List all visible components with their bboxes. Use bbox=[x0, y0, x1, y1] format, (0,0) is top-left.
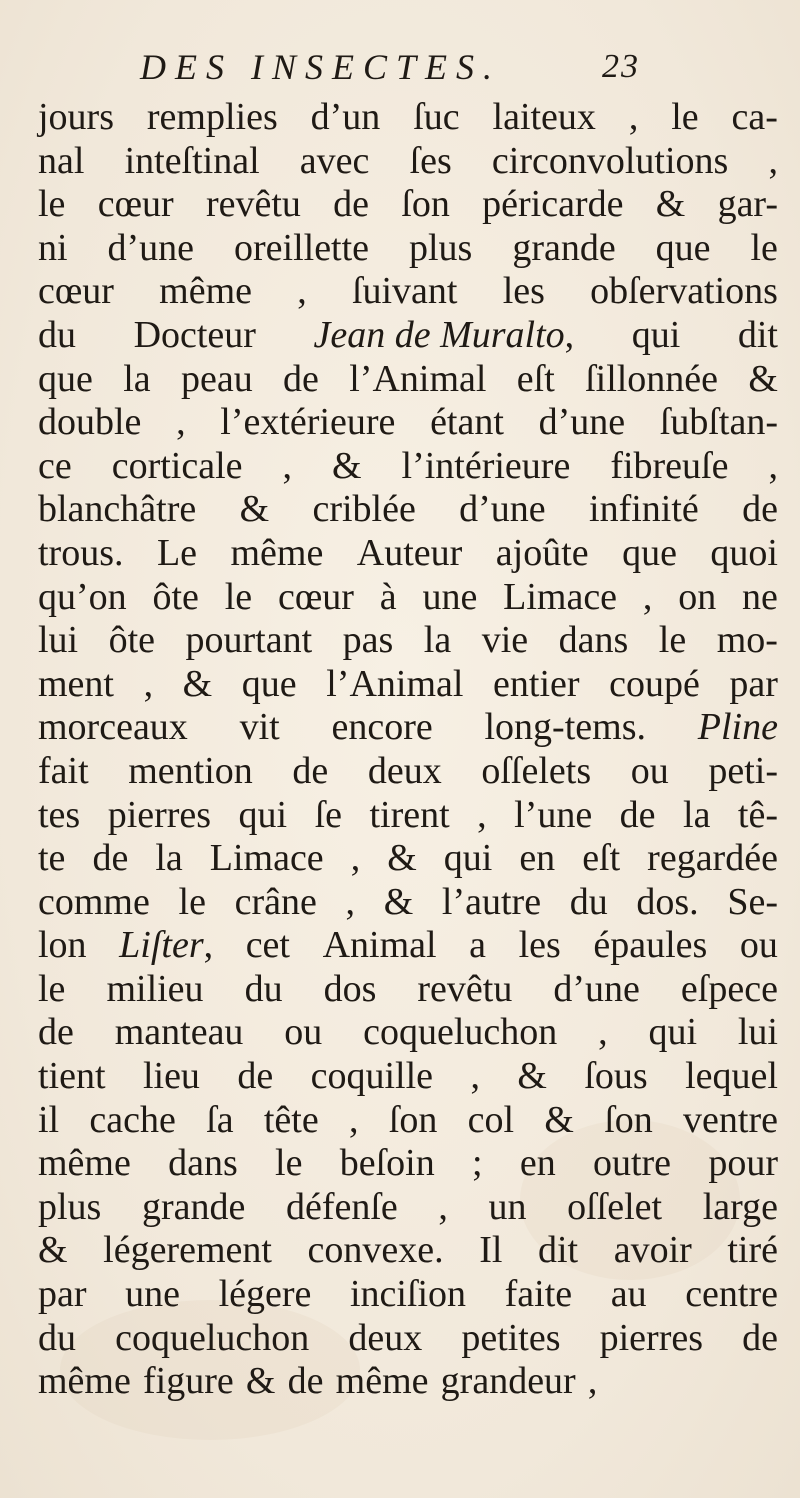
word: péricarde bbox=[482, 183, 624, 226]
word: fait bbox=[38, 749, 89, 792]
word: il bbox=[38, 1098, 60, 1141]
text-line bbox=[38, 401, 778, 445]
word: une bbox=[125, 1273, 180, 1316]
text-line bbox=[38, 1099, 778, 1143]
word: défenſe bbox=[285, 1185, 398, 1228]
word: deux bbox=[348, 1316, 423, 1359]
word: & bbox=[38, 1229, 68, 1272]
word: , bbox=[176, 401, 186, 444]
text-line bbox=[38, 314, 778, 358]
word: grande bbox=[141, 1185, 246, 1228]
word: & bbox=[748, 357, 778, 400]
word: à bbox=[379, 575, 397, 618]
word: fibreuſe bbox=[610, 444, 729, 487]
word: Limace bbox=[503, 575, 618, 618]
word: cache bbox=[89, 1098, 176, 1141]
page-number: 23 bbox=[602, 48, 640, 85]
text-line bbox=[38, 924, 778, 968]
word: d’une bbox=[459, 488, 546, 531]
word: milieu bbox=[106, 967, 204, 1010]
word: col bbox=[467, 1098, 515, 1141]
word: d’une bbox=[538, 401, 626, 444]
word: l’une bbox=[514, 793, 593, 836]
word: avec bbox=[299, 139, 370, 182]
word: dit bbox=[538, 1229, 579, 1272]
word: d’un bbox=[310, 96, 381, 138]
text-line bbox=[38, 663, 778, 707]
word: en bbox=[519, 837, 556, 880]
word: lequel bbox=[685, 1055, 778, 1098]
word: ôte bbox=[152, 575, 199, 618]
word: Pline bbox=[697, 706, 778, 749]
word: le bbox=[671, 96, 699, 138]
word: regardée bbox=[647, 837, 778, 880]
word: , bbox=[477, 793, 487, 836]
word: le bbox=[178, 880, 206, 923]
word: revêtu bbox=[417, 967, 513, 1010]
word: qui bbox=[648, 1011, 698, 1054]
word: petites bbox=[461, 1316, 561, 1359]
word: de bbox=[287, 1360, 324, 1403]
word: outre bbox=[592, 1142, 672, 1185]
word: ce bbox=[38, 444, 72, 487]
word: morceaux bbox=[38, 706, 188, 749]
word: les bbox=[518, 924, 561, 967]
text-line bbox=[38, 619, 778, 663]
word: un bbox=[488, 1185, 527, 1228]
word: corticale bbox=[111, 444, 243, 487]
word: de bbox=[237, 1055, 274, 1098]
word: qu’on bbox=[38, 575, 127, 618]
word: qui bbox=[238, 793, 288, 836]
text-line bbox=[38, 445, 778, 489]
running-title: DES INSECTES. bbox=[140, 47, 502, 87]
word: mention bbox=[128, 749, 253, 792]
word: que bbox=[38, 357, 93, 400]
text-line bbox=[38, 183, 778, 227]
word: , bbox=[598, 1011, 608, 1054]
word: cœur bbox=[277, 575, 354, 618]
word: circonvolutions bbox=[491, 139, 729, 182]
word: , bbox=[345, 880, 356, 923]
word: l’Animal bbox=[326, 662, 464, 705]
word: pourtant bbox=[185, 619, 313, 662]
word: d’une bbox=[107, 226, 195, 269]
word: tiré bbox=[727, 1229, 778, 1272]
text-line bbox=[38, 1360, 778, 1404]
word: coqueluchon bbox=[363, 1011, 558, 1054]
word: de bbox=[38, 1011, 74, 1054]
word: ou bbox=[284, 1011, 323, 1054]
word: par bbox=[729, 662, 778, 705]
word: ou bbox=[739, 924, 778, 967]
word: , bbox=[438, 1185, 448, 1228]
word: ſon bbox=[401, 183, 450, 226]
word: étant bbox=[430, 401, 504, 444]
word: crâne bbox=[234, 880, 317, 923]
word: large bbox=[702, 1185, 778, 1228]
word: inciſion bbox=[349, 1273, 467, 1316]
word: on bbox=[678, 575, 717, 618]
word: ſubſtan- bbox=[659, 401, 778, 444]
word: plus bbox=[38, 1185, 102, 1228]
word: laiteux bbox=[492, 96, 596, 138]
word: tête bbox=[263, 1098, 319, 1141]
word: tê- bbox=[737, 793, 778, 836]
word: ſon bbox=[388, 1098, 438, 1141]
word: & bbox=[655, 183, 686, 226]
word: même bbox=[335, 1360, 429, 1403]
word: Animal bbox=[322, 924, 437, 967]
text-line bbox=[38, 532, 778, 576]
word: Limace bbox=[209, 837, 324, 880]
word: , bbox=[470, 1055, 480, 1098]
word: vit bbox=[239, 706, 280, 749]
word: lieu bbox=[142, 1055, 200, 1098]
text-line bbox=[38, 140, 778, 184]
word: faite bbox=[504, 1273, 573, 1316]
word: dos bbox=[323, 967, 377, 1010]
word: de bbox=[92, 837, 129, 880]
word: d’une bbox=[553, 967, 640, 1010]
word: & bbox=[517, 1055, 547, 1098]
text-line bbox=[38, 1229, 778, 1273]
word: le bbox=[658, 619, 687, 662]
word: & bbox=[331, 444, 362, 487]
word: ajoûte bbox=[495, 531, 589, 574]
word: double bbox=[38, 401, 142, 444]
word: la bbox=[155, 837, 183, 880]
word: dans bbox=[558, 619, 629, 662]
word: ſuc bbox=[413, 96, 460, 138]
word: cet bbox=[245, 924, 290, 967]
word: ôte bbox=[108, 619, 156, 662]
word: peti- bbox=[708, 749, 778, 792]
word: convexe. bbox=[307, 1229, 444, 1272]
word: ni bbox=[38, 226, 68, 269]
word: mo- bbox=[716, 619, 778, 662]
word: centre bbox=[685, 1273, 778, 1316]
word: grande bbox=[512, 226, 616, 269]
word: le bbox=[38, 967, 66, 1010]
word: par bbox=[38, 1273, 87, 1316]
word: de bbox=[292, 749, 329, 792]
word: nal bbox=[38, 139, 85, 182]
word: & bbox=[245, 1360, 276, 1403]
word: te bbox=[38, 837, 66, 880]
word: cœur bbox=[97, 183, 174, 226]
word: coquille bbox=[310, 1055, 434, 1098]
word: criblée bbox=[312, 488, 416, 531]
word: coupé bbox=[609, 662, 700, 705]
word: comme bbox=[38, 880, 150, 923]
word: ou bbox=[630, 749, 669, 792]
word: , bbox=[642, 575, 653, 618]
word: ventre bbox=[683, 1098, 778, 1141]
word: jours bbox=[38, 96, 114, 138]
word: coqueluchon bbox=[115, 1316, 310, 1359]
word: épaules bbox=[593, 924, 708, 967]
word: la bbox=[423, 619, 452, 662]
word: eſpece bbox=[680, 967, 778, 1010]
word: eſt bbox=[516, 357, 555, 400]
word: ſuivant bbox=[351, 270, 458, 313]
word: le bbox=[38, 183, 66, 226]
word: légerement bbox=[103, 1229, 272, 1272]
word: remplies bbox=[146, 96, 278, 138]
text-line bbox=[38, 837, 778, 881]
word: dit bbox=[737, 313, 778, 356]
page-header bbox=[140, 46, 640, 96]
word: ſes bbox=[409, 139, 452, 182]
word: ſe bbox=[314, 793, 343, 836]
word: eſt bbox=[582, 837, 621, 880]
word: revêtu bbox=[205, 183, 301, 226]
word: , bbox=[282, 444, 292, 487]
word: , bbox=[768, 444, 778, 487]
word: de bbox=[742, 1316, 778, 1359]
word: , bbox=[143, 662, 154, 705]
body-text bbox=[38, 96, 778, 1404]
word: Liſter, bbox=[119, 924, 214, 967]
text-line bbox=[38, 227, 778, 271]
word: Il bbox=[479, 1229, 503, 1272]
text-line bbox=[38, 968, 778, 1012]
word: & bbox=[544, 1098, 574, 1141]
word: la bbox=[683, 793, 711, 836]
word: figure bbox=[143, 1360, 234, 1403]
word: avoir bbox=[613, 1229, 692, 1272]
word: encore bbox=[331, 706, 433, 749]
word: cœur bbox=[38, 270, 114, 313]
word: légere bbox=[218, 1273, 312, 1316]
word: peau bbox=[180, 357, 253, 400]
word: blanchâtre bbox=[38, 488, 197, 531]
word: ; bbox=[472, 1142, 483, 1185]
word: Docteur bbox=[133, 313, 256, 356]
word: oſſelet bbox=[567, 1185, 663, 1228]
word: dos. bbox=[636, 880, 699, 923]
word: du bbox=[244, 967, 283, 1010]
word: dans bbox=[168, 1142, 238, 1185]
word: que bbox=[622, 531, 677, 574]
word: même bbox=[38, 1360, 131, 1403]
word: pierres bbox=[107, 793, 212, 836]
word: deux bbox=[367, 749, 442, 792]
word: , bbox=[349, 1098, 359, 1141]
word: en bbox=[519, 1142, 556, 1185]
word: de bbox=[619, 793, 656, 836]
word: Jean de Muralto, bbox=[313, 313, 575, 356]
word: ne bbox=[742, 575, 778, 618]
word: du bbox=[38, 313, 76, 356]
word: oreillette bbox=[234, 226, 370, 269]
word: tient bbox=[38, 1055, 106, 1098]
word: grandeur bbox=[440, 1360, 576, 1403]
word: pour bbox=[708, 1142, 778, 1185]
word: tes bbox=[38, 793, 81, 836]
word: du bbox=[38, 1316, 76, 1359]
word: de bbox=[333, 183, 370, 226]
word: lon bbox=[38, 924, 87, 967]
text-line bbox=[38, 96, 778, 140]
text-line bbox=[38, 1142, 778, 1186]
word: inteſtinal bbox=[124, 139, 260, 182]
text-line bbox=[38, 576, 778, 620]
word: , bbox=[297, 270, 307, 313]
word: & bbox=[383, 880, 414, 923]
word: de bbox=[742, 488, 778, 531]
word: l’intérieure bbox=[401, 444, 571, 487]
word: que bbox=[655, 226, 711, 269]
word: beſoin bbox=[339, 1142, 435, 1185]
word: a bbox=[469, 924, 486, 967]
text-line bbox=[38, 270, 778, 314]
word: Se- bbox=[727, 880, 778, 923]
text-line bbox=[38, 1186, 778, 1230]
word: ſon bbox=[604, 1098, 653, 1141]
word: du bbox=[569, 880, 608, 923]
word: au bbox=[610, 1273, 647, 1316]
word: , bbox=[768, 139, 778, 182]
word: Auteur bbox=[356, 531, 463, 574]
word: infinité bbox=[589, 488, 699, 531]
word: vie bbox=[481, 619, 529, 662]
word: trous. bbox=[38, 531, 124, 574]
word: lui bbox=[38, 619, 79, 662]
word: qui bbox=[631, 313, 681, 356]
text-line bbox=[38, 706, 778, 750]
word: manteau bbox=[114, 1011, 244, 1054]
word: gar- bbox=[717, 183, 778, 226]
word: le bbox=[224, 575, 253, 618]
word: l’autre bbox=[441, 880, 542, 923]
word: & bbox=[387, 837, 417, 880]
word: Le bbox=[156, 531, 198, 574]
word: plus bbox=[409, 226, 473, 269]
word: & bbox=[182, 662, 213, 705]
word: une bbox=[422, 575, 478, 618]
word: , bbox=[587, 1360, 598, 1403]
word: même bbox=[38, 1142, 131, 1185]
word: que bbox=[241, 662, 297, 705]
word: oſſelets bbox=[481, 749, 592, 792]
word: même bbox=[159, 270, 253, 313]
word: entier bbox=[493, 662, 580, 705]
word: pas bbox=[342, 619, 394, 662]
word: ca- bbox=[731, 96, 778, 138]
word: pierres bbox=[599, 1316, 703, 1359]
word: la bbox=[123, 357, 151, 400]
text-line bbox=[38, 750, 778, 794]
word: ſa bbox=[206, 1098, 234, 1141]
text-line bbox=[38, 1273, 778, 1317]
word: de bbox=[283, 357, 319, 400]
word: quoi bbox=[710, 531, 778, 574]
text-line bbox=[38, 488, 778, 532]
word: l’extérieure bbox=[220, 401, 396, 444]
word: qui bbox=[443, 837, 493, 880]
word: ment bbox=[38, 662, 114, 705]
word: ſous bbox=[584, 1055, 648, 1098]
word: ſillonnée bbox=[585, 357, 719, 400]
word: , bbox=[350, 837, 361, 880]
word: tirent bbox=[369, 793, 450, 836]
word: les bbox=[502, 270, 545, 313]
word: le bbox=[750, 226, 778, 269]
word: long-tems. bbox=[484, 706, 646, 749]
text-line bbox=[38, 1317, 778, 1361]
word: , bbox=[628, 96, 639, 138]
text-line bbox=[38, 794, 778, 838]
word: même bbox=[230, 531, 324, 574]
text-line bbox=[38, 881, 778, 925]
text-line bbox=[38, 1011, 778, 1055]
word: obſervations bbox=[590, 270, 778, 313]
word: & bbox=[239, 488, 270, 531]
text-line bbox=[38, 358, 778, 402]
text-line bbox=[38, 1055, 778, 1099]
word: lui bbox=[737, 1011, 778, 1054]
word: l’Animal bbox=[349, 357, 487, 400]
word: le bbox=[275, 1142, 303, 1185]
